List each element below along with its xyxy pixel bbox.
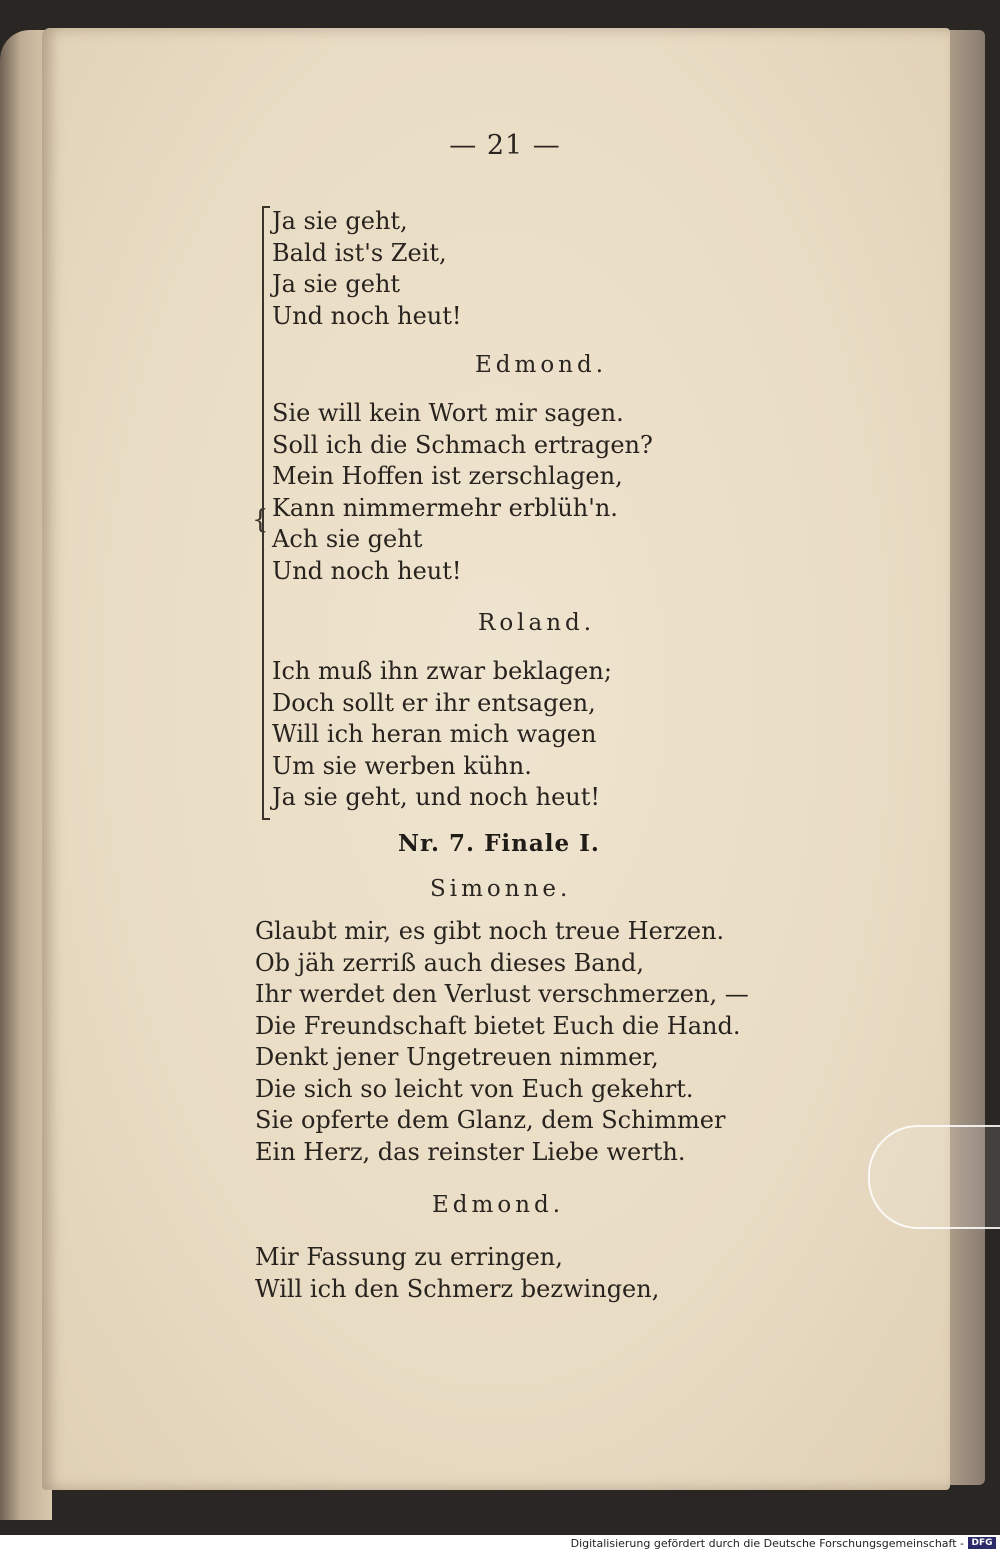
verse-line: Ich muß ihn zwar beklagen; bbox=[272, 657, 612, 685]
dfg-logo: DFG bbox=[968, 1537, 996, 1549]
verse-line: Bald ist's Zeit, bbox=[272, 238, 447, 267]
speaker-name: Simonne. bbox=[430, 876, 572, 902]
verse-line: Die sich so leicht von Euch gekehrt. bbox=[255, 1074, 694, 1103]
verse-line: Mein Hoffen ist zerschlagen, bbox=[272, 462, 623, 490]
verse-line: Sie opferte dem Glanz, dem Schimmer bbox=[255, 1106, 726, 1134]
verse-line: Will ich heran mich wagen bbox=[272, 720, 597, 748]
verse-line: Ja sie geht, bbox=[272, 207, 408, 235]
verse-line: Ein Herz, das reinster Liebe werth. bbox=[255, 1137, 686, 1166]
speaker-name: Edmond. bbox=[432, 1192, 565, 1218]
verse-line: Ob jäh zerriß auch dieses Band, bbox=[255, 948, 645, 977]
verse-line: Will ich den Schmerz bezwingen, bbox=[255, 1274, 660, 1303]
verse-block-1 bbox=[272, 206, 462, 332]
speaker-name: Roland. bbox=[478, 610, 596, 636]
verse-line: Glaubt mir, es gibt noch treue Herzen. bbox=[255, 917, 725, 945]
verse-line: Sie will kein Wort mir sagen. bbox=[272, 399, 624, 427]
verse-line: Mir Fassung zu erringen, bbox=[255, 1243, 563, 1271]
verse-line: Ihr werdet den Verlust verschmerzen, — bbox=[255, 980, 749, 1008]
funding-credit: Digitalisierung gefördert durch die Deutsche Forschungsgemeinschaft - bbox=[570, 1537, 964, 1550]
page-number: — 21 — bbox=[449, 130, 561, 161]
brace-bottom bbox=[262, 818, 270, 820]
verse-line: Und noch heut! bbox=[272, 556, 462, 585]
verse-line: Ach sie geht bbox=[272, 525, 423, 553]
verse-line: Ja sie geht bbox=[272, 270, 401, 298]
verse-line: Soll ich die Schmach ertragen? bbox=[272, 430, 653, 459]
verse-line: Doch sollt er ihr entsagen, bbox=[272, 688, 596, 717]
verse-block-5 bbox=[255, 1242, 659, 1305]
verse-block-3 bbox=[272, 656, 612, 814]
page-clip bbox=[868, 1125, 1000, 1229]
section-heading: Nr. 7. Finale I. bbox=[398, 830, 600, 857]
verse-line: Und noch heut! bbox=[272, 301, 462, 330]
verse-line: Kann nimmermehr erblüh'n. bbox=[272, 493, 618, 522]
verse-line: Um sie werben kühn. bbox=[272, 751, 532, 780]
verse-block-2 bbox=[272, 398, 653, 587]
verse-line: Ja sie geht, und noch heut! bbox=[272, 783, 601, 811]
brace-point: { bbox=[252, 505, 269, 535]
verse-line: Denkt jener Ungetreuen nimmer, bbox=[255, 1043, 659, 1071]
verse-block-4 bbox=[255, 916, 749, 1168]
speaker-name: Edmond. bbox=[475, 352, 608, 378]
verse-line: Die Freundschaft bietet Euch die Hand. bbox=[255, 1011, 741, 1040]
